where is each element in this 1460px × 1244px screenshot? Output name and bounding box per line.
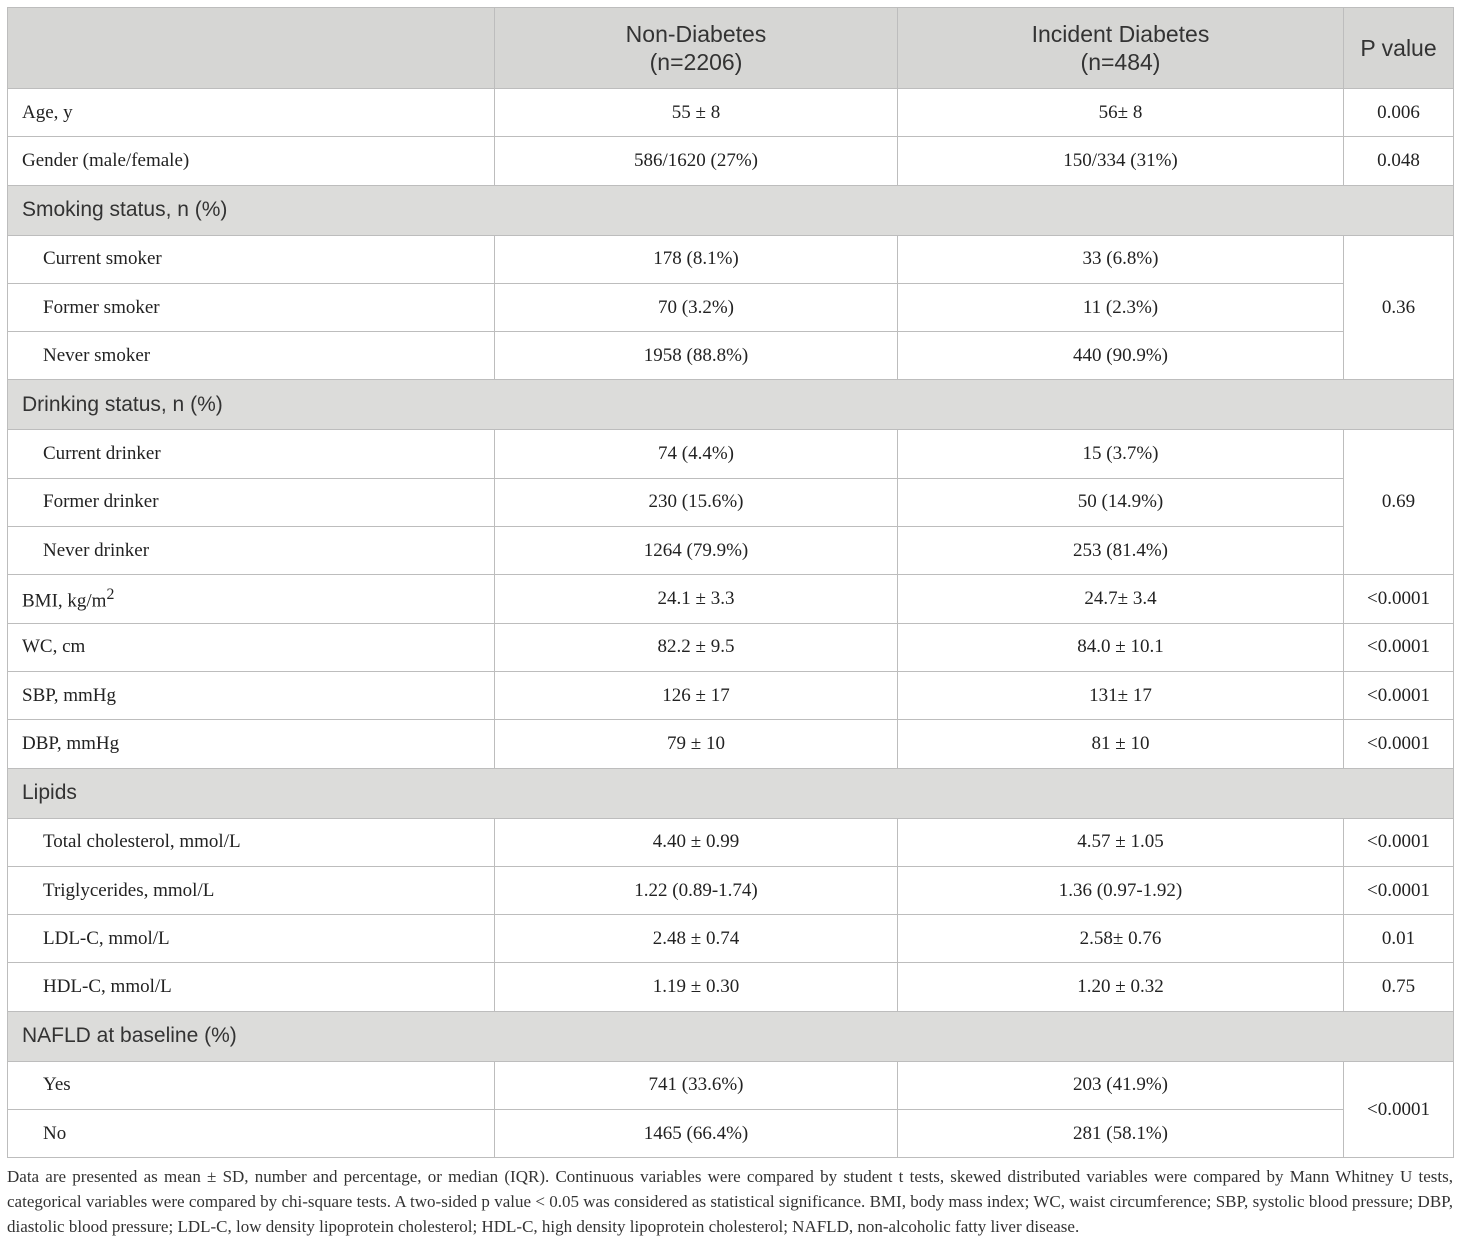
never-drinker-non-diabetes: 1264 (79.9%)	[495, 527, 898, 575]
current-smoker-non-diabetes: 178 (8.1%)	[495, 235, 898, 283]
bmi-label-text: BMI, kg/m	[22, 590, 107, 612]
row-label-triglycerides: Triglycerides, mmol/L	[8, 866, 495, 914]
current-drinker-non-diabetes: 74 (4.4%)	[495, 430, 898, 478]
header-variable	[8, 8, 495, 89]
dbp-non-diabetes: 79 ± 10	[495, 720, 898, 768]
row-label-ldl: LDL-C, mmol/L	[8, 915, 495, 963]
wc-non-diabetes: 82.2 ± 9.5	[495, 623, 898, 671]
table-row	[8, 332, 1454, 380]
row-label-hdl: HDL-C, mmol/L	[8, 963, 495, 1011]
table-row	[8, 575, 1454, 623]
header-non-diabetes-n: (n=2206)	[649, 49, 743, 75]
total-cholesterol-non-diabetes: 4.40 ± 0.99	[495, 818, 898, 866]
section-row-smoking	[8, 185, 1454, 235]
age-incident-diabetes: 56± 8	[898, 89, 1344, 137]
never-smoker-non-diabetes: 1958 (88.8%)	[495, 332, 898, 380]
baseline-characteristics-table	[7, 7, 1454, 1158]
sbp-incident-diabetes: 131± 17	[898, 671, 1344, 719]
table-row	[8, 1110, 1454, 1158]
section-title-lipids: Lipids	[8, 768, 1454, 818]
nafld-no-incident-diabetes: 281 (58.1%)	[898, 1110, 1344, 1158]
section-title-nafld: NAFLD at baseline (%)	[8, 1011, 1454, 1061]
dbp-p-value: <0.0001	[1344, 720, 1454, 768]
row-label-bmi	[8, 575, 495, 623]
nafld-no-non-diabetes: 1465 (66.4%)	[495, 1110, 898, 1158]
row-label-current-drinker: Current drinker	[8, 430, 495, 478]
triglycerides-p-value: <0.0001	[1344, 866, 1454, 914]
table-row	[8, 283, 1454, 331]
row-label-current-smoker: Current smoker	[8, 235, 495, 283]
table-row	[8, 1061, 1454, 1109]
table-row	[8, 430, 1454, 478]
age-p-value: 0.006	[1344, 89, 1454, 137]
table-row	[8, 720, 1454, 768]
table-row	[8, 963, 1454, 1011]
row-label-wc: WC, cm	[8, 623, 495, 671]
header-incident-diabetes-title: Incident Diabetes	[1031, 21, 1210, 47]
table-row	[8, 527, 1454, 575]
section-row-lipids	[8, 768, 1454, 818]
row-label-total-cholesterol: Total cholesterol, mmol/L	[8, 818, 495, 866]
bmi-non-diabetes: 24.1 ± 3.3	[495, 575, 898, 623]
section-row-nafld	[8, 1011, 1454, 1061]
header-non-diabetes-title: Non-Diabetes	[625, 21, 767, 47]
current-drinker-incident-diabetes: 15 (3.7%)	[898, 430, 1344, 478]
ldl-incident-diabetes: 2.58± 0.76	[898, 915, 1344, 963]
row-label-nafld-yes: Yes	[8, 1061, 495, 1109]
gender-non-diabetes: 586/1620 (27%)	[495, 137, 898, 185]
sbp-non-diabetes: 126 ± 17	[495, 671, 898, 719]
former-smoker-non-diabetes: 70 (3.2%)	[495, 283, 898, 331]
table-row	[8, 818, 1454, 866]
gender-incident-diabetes: 150/334 (31%)	[898, 137, 1344, 185]
section-title-smoking: Smoking status, n (%)	[8, 185, 1454, 235]
never-drinker-incident-diabetes: 253 (81.4%)	[898, 527, 1344, 575]
dbp-incident-diabetes: 81 ± 10	[898, 720, 1344, 768]
table-row	[8, 671, 1454, 719]
table-row	[8, 623, 1454, 671]
hdl-non-diabetes: 1.19 ± 0.30	[495, 963, 898, 1011]
hdl-incident-diabetes: 1.20 ± 0.32	[898, 963, 1344, 1011]
header-row	[8, 8, 1454, 89]
current-smoker-incident-diabetes: 33 (6.8%)	[898, 235, 1344, 283]
triglycerides-non-diabetes: 1.22 (0.89-1.74)	[495, 866, 898, 914]
row-label-dbp: DBP, mmHg	[8, 720, 495, 768]
table-row	[8, 235, 1454, 283]
row-label-never-smoker: Never smoker	[8, 332, 495, 380]
header-incident-diabetes-n: (n=484)	[1080, 49, 1161, 75]
smoking-p-value: 0.36	[1344, 235, 1454, 380]
table-footnote: Data are presented as mean ± SD, number and percentage, or median (IQR). Continuous variables were compared by student t tests, skewed distributed variables were compared by Mann Whitney U tests, categorical variables were compared by chi-square tests. A two-sided p value < 0.05 was considered as statistical significance. BMI, body mass index; WC, waist circumference; SBP, systolic blood pressure; DBP, diastolic blood pressure; LDL-C, low density lipoprotein cholesterol; HDL-C, high density lipoprotein cholesterol; NAFLD, non-alcoholic fatty liver disease.	[7, 1167, 1453, 1236]
triglycerides-incident-diabetes: 1.36 (0.97-1.92)	[898, 866, 1344, 914]
row-label-nafld-no: No	[8, 1110, 495, 1158]
nafld-yes-non-diabetes: 741 (33.6%)	[495, 1061, 898, 1109]
table-row	[8, 915, 1454, 963]
gender-p-value: 0.048	[1344, 137, 1454, 185]
row-label-age: Age, y	[8, 89, 495, 137]
wc-p-value: <0.0001	[1344, 623, 1454, 671]
former-smoker-incident-diabetes: 11 (2.3%)	[898, 283, 1344, 331]
table-row	[8, 478, 1454, 526]
nafld-p-value: <0.0001	[1344, 1061, 1454, 1158]
table-row	[8, 89, 1454, 137]
never-smoker-incident-diabetes: 440 (90.9%)	[898, 332, 1344, 380]
drinking-p-value: 0.69	[1344, 430, 1454, 575]
header-non-diabetes	[495, 8, 898, 89]
row-label-never-drinker: Never drinker	[8, 527, 495, 575]
header-incident-diabetes	[898, 8, 1344, 89]
row-label-gender: Gender (male/female)	[8, 137, 495, 185]
section-title-drinking: Drinking status, n (%)	[8, 380, 1454, 430]
hdl-p-value: 0.75	[1344, 963, 1454, 1011]
age-non-diabetes: 55 ± 8	[495, 89, 898, 137]
ldl-p-value: 0.01	[1344, 915, 1454, 963]
bmi-p-value: <0.0001	[1344, 575, 1454, 623]
row-label-sbp: SBP, mmHg	[8, 671, 495, 719]
row-label-former-smoker: Former smoker	[8, 283, 495, 331]
former-drinker-non-diabetes: 230 (15.6%)	[495, 478, 898, 526]
table-row	[8, 866, 1454, 914]
total-cholesterol-p-value: <0.0001	[1344, 818, 1454, 866]
section-row-drinking	[8, 380, 1454, 430]
bmi-incident-diabetes: 24.7± 3.4	[898, 575, 1344, 623]
bmi-label-superscript: 2	[106, 585, 115, 603]
table-row	[8, 137, 1454, 185]
row-label-former-drinker: Former drinker	[8, 478, 495, 526]
wc-incident-diabetes: 84.0 ± 10.1	[898, 623, 1344, 671]
former-drinker-incident-diabetes: 50 (14.9%)	[898, 478, 1344, 526]
header-p-value: P value	[1344, 8, 1454, 89]
nafld-yes-incident-diabetes: 203 (41.9%)	[898, 1061, 1344, 1109]
ldl-non-diabetes: 2.48 ± 0.74	[495, 915, 898, 963]
total-cholesterol-incident-diabetes: 4.57 ± 1.05	[898, 818, 1344, 866]
sbp-p-value: <0.0001	[1344, 671, 1454, 719]
